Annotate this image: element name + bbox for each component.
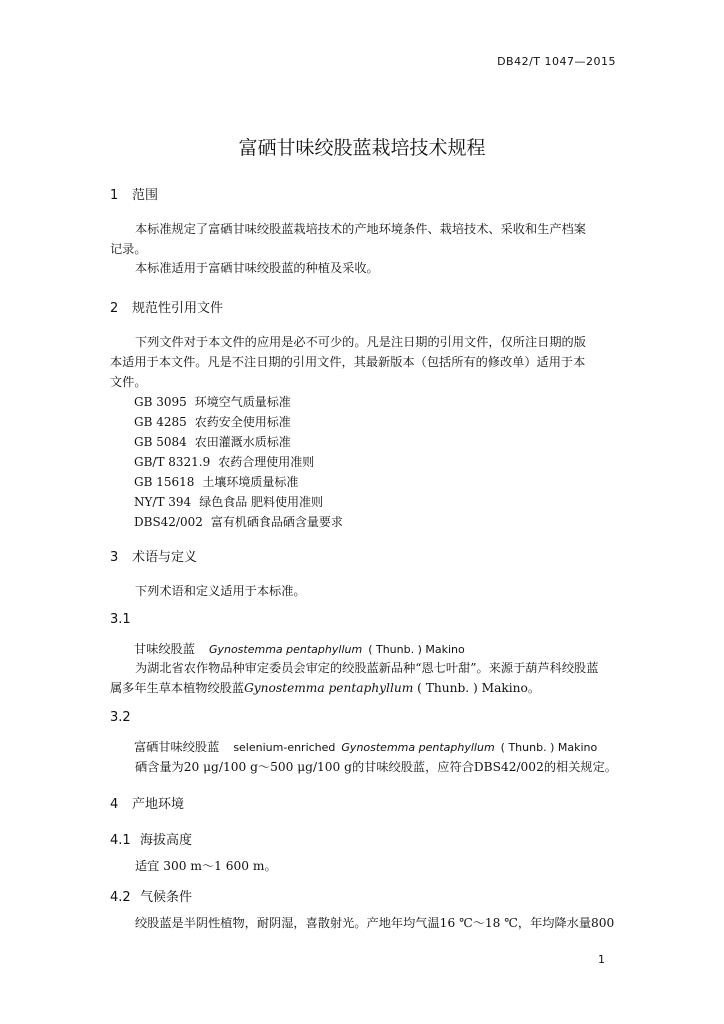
section-4-number: 4 — [110, 797, 119, 812]
section-2-para-line1: 下列文件对于本文件的应用是必不可少的。凡是注日期的引用文件，仅所注日期的版 — [135, 335, 586, 349]
section-1-title: 范围 — [132, 188, 159, 203]
section-3-title: 术语与定义 — [132, 550, 198, 565]
reference-title: 绿色食品 肥料使用准则 — [199, 495, 324, 509]
section-1-para1-line2: 记录。 — [110, 242, 147, 256]
term-3-1-cn: 甘味绞股蓝 — [134, 642, 195, 656]
reference-code: GB 15618 — [134, 475, 195, 489]
reference-item — [134, 493, 323, 510]
reference-title: 农药安全使用标准 — [194, 415, 291, 429]
reference-item — [134, 433, 291, 450]
subsection-4-1-title: 海拔高度 — [140, 833, 193, 848]
section-1-number: 1 — [110, 188, 119, 203]
term-3-1-definition-line2 — [110, 679, 540, 698]
reference-title: 富有机硒食品硒含量要求 — [210, 515, 343, 529]
reference-title: 农田灌溉水质标准 — [194, 435, 291, 449]
subsection-4-1-text: 适宜 300 m～1 600 m。 — [135, 859, 277, 873]
section-4-title: 产地环境 — [132, 797, 185, 812]
page-title: 富硒甘味绞股蓝栽培技术规程 — [238, 137, 486, 159]
term-3-2-cn: 富硒甘味绞股蓝 — [134, 740, 220, 754]
term-3-1-def-text: 属多年生草本植物绞股蓝 — [110, 681, 245, 695]
section-2-heading — [110, 297, 223, 316]
term-3-1-number: 3.1 — [110, 612, 131, 627]
term-3-1-def-latin: Gynostemma pentaphyllum — [244, 681, 414, 695]
section-3-intro: 下列术语和定义适用于本标准。 — [135, 584, 306, 598]
term-3-2-number: 3.2 — [110, 710, 131, 725]
term-3-1-definition-line1: 为湖北省农作物品种审定委员会审定的绞股蓝新品种“恩七叶甜”。来源于葫芦科绞股蓝 — [135, 661, 599, 675]
section-2-para-line2: 本适用于本文件。凡是不注日期的引用文件，其最新版本（包括所有的修改单）适用于本 — [110, 355, 586, 369]
reference-code: GB 4285 — [134, 415, 187, 429]
section-2-number: 2 — [110, 301, 119, 316]
reference-code: DBS42/002 — [134, 515, 203, 529]
reference-item — [134, 413, 291, 430]
page-number: 1 — [598, 953, 605, 966]
term-3-1-def-author: ( Thunb. ) Makino。 — [413, 681, 541, 695]
term-3-2-latin: Gynostemma pentaphyllum — [341, 741, 495, 754]
section-1-heading — [110, 184, 158, 203]
section-1-para2: 本标准适用于富硒甘味绞股蓝的种植及采收。 — [135, 261, 379, 275]
subsection-4-2-text: 绞股蓝是半阴性植物，耐阴湿，喜散射光。产地年均气温16 ℃～18 ℃，年均降水量800 — [135, 916, 615, 930]
reference-code: GB 3095 — [134, 395, 187, 409]
term-3-2-definition: 硒含量为20 μg/100 g～500 μg/100 g的甘味绞股蓝，应符合DBS42/002的相关规定。 — [135, 760, 617, 774]
section-1-para1-line1: 本标准规定了富硒甘味绞股蓝栽培技术的产地环境条件、栽培技术、采收和生产档案 — [135, 222, 586, 236]
section-3-heading — [110, 546, 197, 565]
subsection-4-1-heading — [110, 829, 192, 848]
reference-code: GB/T 8321.9 — [134, 455, 211, 469]
reference-title: 土壤环境质量标准 — [202, 475, 299, 489]
reference-item — [134, 393, 291, 410]
document-code: DB42/T 1047—2015 — [497, 55, 616, 68]
reference-item — [134, 453, 314, 470]
term-3-1-heading — [134, 640, 465, 657]
reference-title: 农药合理使用准则 — [218, 455, 315, 469]
term-3-2-author: ( Thunb. ) Makino — [500, 741, 598, 754]
term-3-1-latin: Gynostemma pentaphyllum — [208, 643, 363, 656]
subsection-4-2-title: 气候条件 — [140, 890, 193, 905]
reference-code: NY/T 394 — [134, 495, 192, 509]
term-3-2-en: selenium-enriched — [233, 741, 336, 754]
subsection-4-2-number: 4.2 — [110, 890, 131, 905]
subsection-4-1-number: 4.1 — [110, 833, 131, 848]
subsection-4-2-heading — [110, 886, 192, 905]
reference-code: GB 5084 — [134, 435, 187, 449]
section-3-number: 3 — [110, 550, 119, 565]
reference-item — [134, 473, 298, 490]
section-4-heading — [110, 793, 184, 812]
section-2-para-line3: 文件。 — [110, 375, 147, 389]
reference-item — [134, 513, 343, 530]
reference-title: 环境空气质量标准 — [194, 395, 291, 409]
term-3-2-heading — [134, 738, 597, 755]
term-3-1-author: ( Thunb. ) Makino — [368, 643, 465, 656]
section-2-title: 规范性引用文件 — [132, 301, 224, 316]
